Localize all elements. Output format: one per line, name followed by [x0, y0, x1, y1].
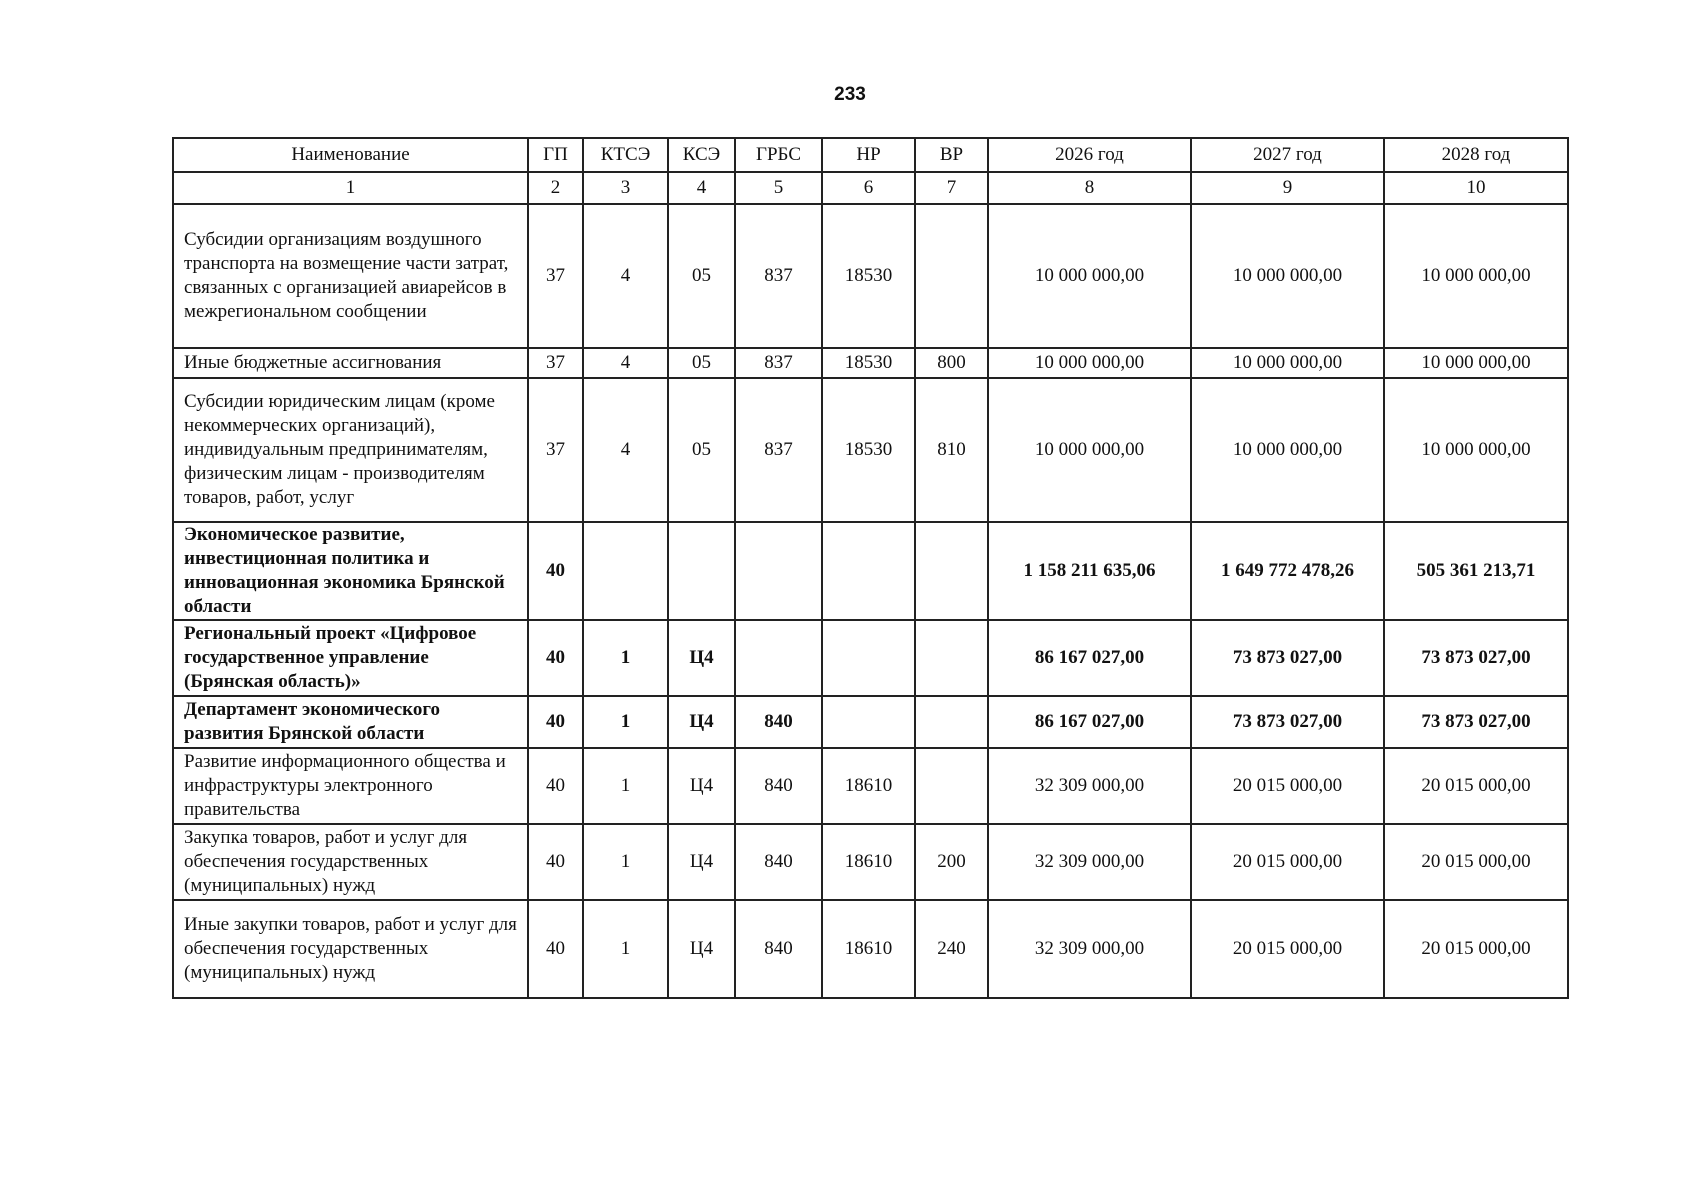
row-ktse-cell: 1: [583, 748, 668, 824]
row-gp-cell: 40: [528, 824, 583, 900]
row-2026-amount-cell: 10 000 000,00: [988, 348, 1191, 378]
row-2027-amount-cell: 73 873 027,00: [1191, 696, 1384, 748]
row-gp-cell: 40: [528, 900, 583, 998]
row-kse-cell: 05: [668, 348, 735, 378]
row-vr-cell: [915, 204, 988, 348]
row-vr-cell: [915, 748, 988, 824]
header-cell-grbs: ГРБС: [735, 138, 822, 172]
row-name-cell: Региональный проект «Цифровое государственное управление (Брянская область)»: [173, 620, 528, 696]
row-nr-cell: [822, 696, 915, 748]
row-nr-cell: 18530: [822, 348, 915, 378]
row-grbs-cell: 840: [735, 696, 822, 748]
header-row: [173, 138, 1568, 172]
table-row: [173, 696, 1568, 748]
table-body: [173, 172, 1568, 998]
column-number-cell: 3: [583, 172, 668, 204]
row-gp-cell: 40: [528, 522, 583, 620]
row-2028-amount-cell: 20 015 000,00: [1384, 900, 1568, 998]
row-2026-amount-cell: 1 158 211 635,06: [988, 522, 1191, 620]
header-cell-ktse: КТСЭ: [583, 138, 668, 172]
row-grbs-cell: 840: [735, 824, 822, 900]
row-2027-amount-cell: 10 000 000,00: [1191, 348, 1384, 378]
budget-table: [172, 137, 1569, 999]
row-gp-cell: 37: [528, 348, 583, 378]
page-number: 233: [834, 84, 866, 105]
row-ktse-cell: 4: [583, 204, 668, 348]
row-2028-amount-cell: 73 873 027,00: [1384, 696, 1568, 748]
row-vr-cell: [915, 620, 988, 696]
row-nr-cell: 18530: [822, 378, 915, 522]
row-nr-cell: 18530: [822, 204, 915, 348]
header-cell-gp: ГП: [528, 138, 583, 172]
row-2027-amount-cell: 10 000 000,00: [1191, 378, 1384, 522]
row-kse-cell: Ц4: [668, 696, 735, 748]
row-kse-cell: 05: [668, 204, 735, 348]
table-row: [173, 824, 1568, 900]
row-nr-cell: 18610: [822, 900, 915, 998]
row-vr-cell: 810: [915, 378, 988, 522]
row-gp-cell: 40: [528, 620, 583, 696]
row-name-cell: Иные бюджетные ассигнования: [173, 348, 528, 378]
column-number-cell: 6: [822, 172, 915, 204]
row-2028-amount-cell: 505 361 213,71: [1384, 522, 1568, 620]
row-kse-cell: [668, 522, 735, 620]
table-header: [173, 138, 1568, 172]
column-number-cell: 2: [528, 172, 583, 204]
row-2028-amount-cell: 10 000 000,00: [1384, 378, 1568, 522]
column-number-row: [173, 172, 1568, 204]
header-cell-name: Наименование: [173, 138, 528, 172]
row-nr-cell: [822, 522, 915, 620]
table-row: [173, 378, 1568, 522]
column-number-cell: 9: [1191, 172, 1384, 204]
row-vr-cell: 800: [915, 348, 988, 378]
row-2028-amount-cell: 20 015 000,00: [1384, 748, 1568, 824]
row-2026-amount-cell: 32 309 000,00: [988, 824, 1191, 900]
column-number-cell: 7: [915, 172, 988, 204]
row-vr-cell: [915, 696, 988, 748]
table-row: [173, 522, 1568, 620]
column-number-cell: 4: [668, 172, 735, 204]
row-grbs-cell: 837: [735, 348, 822, 378]
row-nr-cell: [822, 620, 915, 696]
row-ktse-cell: 1: [583, 824, 668, 900]
row-grbs-cell: 837: [735, 378, 822, 522]
row-2027-amount-cell: 10 000 000,00: [1191, 204, 1384, 348]
row-grbs-cell: 840: [735, 748, 822, 824]
row-ktse-cell: 4: [583, 348, 668, 378]
row-ktse-cell: 4: [583, 378, 668, 522]
column-number-cell: 1: [173, 172, 528, 204]
row-2026-amount-cell: 32 309 000,00: [988, 748, 1191, 824]
table-row: [173, 900, 1568, 998]
row-name-cell: Закупка товаров, работ и услуг для обеспечения государственных (муниципальных) нужд: [173, 824, 528, 900]
row-2026-amount-cell: 32 309 000,00: [988, 900, 1191, 998]
row-ktse-cell: [583, 522, 668, 620]
row-grbs-cell: [735, 522, 822, 620]
header-cell-2028: 2028 год: [1384, 138, 1568, 172]
row-2026-amount-cell: 86 167 027,00: [988, 620, 1191, 696]
row-name-cell: Экономическое развитие, инвестиционная политика и инновационная экономика Брянской области: [173, 522, 528, 620]
row-2028-amount-cell: 10 000 000,00: [1384, 204, 1568, 348]
row-nr-cell: 18610: [822, 748, 915, 824]
column-number-cell: 8: [988, 172, 1191, 204]
row-kse-cell: 05: [668, 378, 735, 522]
row-2028-amount-cell: 73 873 027,00: [1384, 620, 1568, 696]
row-vr-cell: 200: [915, 824, 988, 900]
row-vr-cell: [915, 522, 988, 620]
row-kse-cell: Ц4: [668, 620, 735, 696]
row-grbs-cell: 840: [735, 900, 822, 998]
row-2026-amount-cell: 86 167 027,00: [988, 696, 1191, 748]
row-name-cell: Департамент экономического развития Брянской области: [173, 696, 528, 748]
row-gp-cell: 37: [528, 204, 583, 348]
table-row: [173, 620, 1568, 696]
row-name-cell: Субсидии юридическим лицам (кроме некоммерческих организаций), индивидуальным предпринимателям, физическим лицам - производителям товаров, работ, услуг: [173, 378, 528, 522]
row-name-cell: Субсидии организациям воздушного транспорта на возмещение части затрат, связанных с организацией авиарейсов в межрегиональном сообщении: [173, 204, 528, 348]
row-nr-cell: 18610: [822, 824, 915, 900]
row-ktse-cell: 1: [583, 900, 668, 998]
row-2027-amount-cell: 20 015 000,00: [1191, 900, 1384, 998]
header-cell-vr: ВР: [915, 138, 988, 172]
row-vr-cell: 240: [915, 900, 988, 998]
table-row: [173, 748, 1568, 824]
row-kse-cell: Ц4: [668, 748, 735, 824]
row-2026-amount-cell: 10 000 000,00: [988, 378, 1191, 522]
row-grbs-cell: [735, 620, 822, 696]
table-row: [173, 348, 1568, 378]
row-2027-amount-cell: 73 873 027,00: [1191, 620, 1384, 696]
table-row: [173, 204, 1568, 348]
row-2028-amount-cell: 10 000 000,00: [1384, 348, 1568, 378]
row-gp-cell: 37: [528, 378, 583, 522]
header-cell-2027: 2027 год: [1191, 138, 1384, 172]
row-2027-amount-cell: 20 015 000,00: [1191, 824, 1384, 900]
row-gp-cell: 40: [528, 748, 583, 824]
row-kse-cell: Ц4: [668, 824, 735, 900]
row-2027-amount-cell: 1 649 772 478,26: [1191, 522, 1384, 620]
row-kse-cell: Ц4: [668, 900, 735, 998]
row-ktse-cell: 1: [583, 696, 668, 748]
row-name-cell: Иные закупки товаров, работ и услуг для обеспечения государственных (муниципальных) нужд: [173, 900, 528, 998]
header-cell-2026: 2026 год: [988, 138, 1191, 172]
row-ktse-cell: 1: [583, 620, 668, 696]
row-2027-amount-cell: 20 015 000,00: [1191, 748, 1384, 824]
header-cell-kse: КСЭ: [668, 138, 735, 172]
row-2026-amount-cell: 10 000 000,00: [988, 204, 1191, 348]
column-number-cell: 10: [1384, 172, 1568, 204]
header-cell-nr: НР: [822, 138, 915, 172]
row-2028-amount-cell: 20 015 000,00: [1384, 824, 1568, 900]
row-grbs-cell: 837: [735, 204, 822, 348]
column-number-cell: 5: [735, 172, 822, 204]
row-gp-cell: 40: [528, 696, 583, 748]
row-name-cell: Развитие информационного общества и инфраструктуры электронного правительства: [173, 748, 528, 824]
